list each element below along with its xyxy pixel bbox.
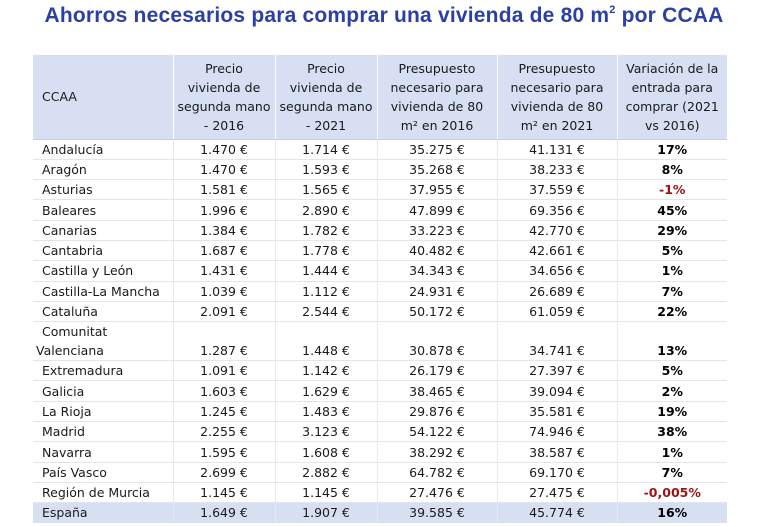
table-row bbox=[33, 401, 727, 421]
table-row bbox=[33, 422, 727, 442]
header-variacion: Variación de la entrada para comprar (2021 vs 2016) bbox=[617, 55, 727, 139]
cell-variacion: 38% bbox=[617, 422, 727, 442]
cell-ccaa: Madrid bbox=[33, 422, 173, 442]
cell-variacion: 2% bbox=[617, 381, 727, 401]
cell-presupuesto-2021: 69.356 € bbox=[497, 200, 617, 220]
cell-ccaa: Aragón bbox=[33, 159, 173, 179]
header-presupuesto-2021: Presupuesto necesario para vivienda de 80 m² en 2021 bbox=[497, 55, 617, 139]
cell-presupuesto-2021: 69.170 € bbox=[497, 462, 617, 482]
cell-presupuesto-2016: 27.476 € bbox=[377, 482, 497, 502]
table-row bbox=[33, 200, 727, 220]
cell-precio-2016: 1.145 € bbox=[173, 482, 275, 502]
cell-presupuesto-2016: 50.172 € bbox=[377, 301, 497, 321]
cell-precio-2021: 1.593 € bbox=[275, 159, 377, 179]
cell-presupuesto-2021: 45.774 € bbox=[497, 503, 617, 523]
table-row bbox=[33, 220, 727, 240]
cell-precio-2016: 2.091 € bbox=[173, 301, 275, 321]
table-header bbox=[33, 55, 727, 139]
header-precio-2016: Precio vivienda de segunda mano - 2016 bbox=[173, 55, 275, 139]
cell-precio-2021: 1.112 € bbox=[275, 281, 377, 301]
cell-precio-2016: 1.384 € bbox=[173, 220, 275, 240]
header-presupuesto-2016: Presupuesto necesario para vivienda de 80 m² en 2016 bbox=[377, 55, 497, 139]
cell-variacion: 17% bbox=[617, 139, 727, 159]
cell-variacion: 1% bbox=[617, 442, 727, 462]
cell-precio-2021: 1.448 € bbox=[275, 322, 377, 361]
table-row bbox=[33, 180, 727, 200]
cell-presupuesto-2016: 38.465 € bbox=[377, 381, 497, 401]
title-tail: por CCAA bbox=[615, 4, 724, 27]
cell-presupuesto-2016: 38.292 € bbox=[377, 442, 497, 462]
cell-variacion: 5% bbox=[617, 361, 727, 381]
cell-precio-2021: 1.145 € bbox=[275, 482, 377, 502]
table-row bbox=[33, 301, 727, 321]
title-superscript: 2 bbox=[609, 4, 616, 16]
cell-ccaa: Canarias bbox=[33, 220, 173, 240]
cell-precio-2016: 1.603 € bbox=[173, 381, 275, 401]
cell-variacion: 1% bbox=[617, 261, 727, 281]
cell-precio-2016: 1.470 € bbox=[173, 139, 275, 159]
cell-presupuesto-2016: 24.931 € bbox=[377, 281, 497, 301]
cell-precio-2016: 1.687 € bbox=[173, 240, 275, 260]
cell-variacion: 16% bbox=[617, 503, 727, 523]
cell-variacion: -0,005% bbox=[617, 482, 727, 502]
cell-ccaa: Galicia bbox=[33, 381, 173, 401]
cell-presupuesto-2016: 29.876 € bbox=[377, 401, 497, 421]
cell-presupuesto-2021: 37.559 € bbox=[497, 180, 617, 200]
table-row bbox=[33, 281, 727, 301]
cell-variacion: 8% bbox=[617, 159, 727, 179]
cell-variacion: 22% bbox=[617, 301, 727, 321]
cell-presupuesto-2016: 26.179 € bbox=[377, 361, 497, 381]
table-row bbox=[33, 139, 727, 159]
cell-presupuesto-2021: 27.397 € bbox=[497, 361, 617, 381]
cell-presupuesto-2021: 26.689 € bbox=[497, 281, 617, 301]
page-title bbox=[0, 4, 768, 28]
cell-precio-2016: 2.255 € bbox=[173, 422, 275, 442]
cell-precio-2016: 1.581 € bbox=[173, 180, 275, 200]
cell-variacion: 45% bbox=[617, 200, 727, 220]
cell-presupuesto-2016: 34.343 € bbox=[377, 261, 497, 281]
cell-precio-2021: 2.890 € bbox=[275, 200, 377, 220]
cell-presupuesto-2016: 40.482 € bbox=[377, 240, 497, 260]
cell-precio-2016: 1.287 € bbox=[173, 322, 275, 361]
cell-precio-2021: 1.444 € bbox=[275, 261, 377, 281]
cell-precio-2021: 1.907 € bbox=[275, 503, 377, 523]
cell-presupuesto-2021: 42.661 € bbox=[497, 240, 617, 260]
cell-presupuesto-2021: 38.233 € bbox=[497, 159, 617, 179]
cell-precio-2021: 3.123 € bbox=[275, 422, 377, 442]
cell-precio-2021: 1.714 € bbox=[275, 139, 377, 159]
cell-ccaa: Asturias bbox=[33, 180, 173, 200]
cell-ccaa: País Vasco bbox=[33, 462, 173, 482]
cell-presupuesto-2021: 74.946 € bbox=[497, 422, 617, 442]
table-row bbox=[33, 159, 727, 179]
cell-presupuesto-2016: 35.268 € bbox=[377, 159, 497, 179]
cell-presupuesto-2021: 41.131 € bbox=[497, 139, 617, 159]
cell-presupuesto-2016: 54.122 € bbox=[377, 422, 497, 442]
cell-precio-2016: 1.431 € bbox=[173, 261, 275, 281]
table-row bbox=[33, 240, 727, 260]
cell-presupuesto-2016: 39.585 € bbox=[377, 503, 497, 523]
cell-variacion: 5% bbox=[617, 240, 727, 260]
title-main: Ahorros necesarios para comprar una vivienda de 80 m bbox=[44, 4, 610, 27]
cell-variacion: 7% bbox=[617, 462, 727, 482]
cell-precio-2016: 1.649 € bbox=[173, 503, 275, 523]
cell-precio-2021: 1.142 € bbox=[275, 361, 377, 381]
cell-ccaa: Castilla-La Mancha bbox=[33, 281, 173, 301]
cell-presupuesto-2016: 64.782 € bbox=[377, 462, 497, 482]
cell-precio-2016: 1.470 € bbox=[173, 159, 275, 179]
table-row bbox=[33, 381, 727, 401]
cell-precio-2016: 1.996 € bbox=[173, 200, 275, 220]
cell-precio-2021: 1.778 € bbox=[275, 240, 377, 260]
cell-ccaa: Castilla y León bbox=[33, 261, 173, 281]
cell-ccaa: Extremadura bbox=[33, 361, 173, 381]
table-row bbox=[33, 482, 727, 502]
cell-variacion: 29% bbox=[617, 220, 727, 240]
cell-variacion: -1% bbox=[617, 180, 727, 200]
total-row bbox=[33, 503, 727, 523]
header-ccaa: CCAA bbox=[33, 55, 173, 139]
cell-presupuesto-2016: 30.878 € bbox=[377, 322, 497, 361]
cell-precio-2016: 2.699 € bbox=[173, 462, 275, 482]
cell-presupuesto-2016: 33.223 € bbox=[377, 220, 497, 240]
table-row bbox=[33, 442, 727, 462]
cell-precio-2021: 1.565 € bbox=[275, 180, 377, 200]
cell-ccaa-line2: Valenciana bbox=[36, 343, 104, 359]
cell-ccaa: Baleares bbox=[33, 200, 173, 220]
cell-precio-2016: 1.595 € bbox=[173, 442, 275, 462]
cell-precio-2016: 1.039 € bbox=[173, 281, 275, 301]
cell-presupuesto-2021: 27.475 € bbox=[497, 482, 617, 502]
cell-ccaa-line1: Comunitat bbox=[42, 324, 108, 340]
cell-precio-2021: 1.483 € bbox=[275, 401, 377, 421]
cell-presupuesto-2021: 39.094 € bbox=[497, 381, 617, 401]
cell-presupuesto-2016: 47.899 € bbox=[377, 200, 497, 220]
cell-presupuesto-2021: 42.770 € bbox=[497, 220, 617, 240]
cell-ccaa: Cataluña bbox=[33, 301, 173, 321]
cell-ccaa: Región de Murcia bbox=[33, 482, 173, 502]
cell-precio-2016: 1.091 € bbox=[173, 361, 275, 381]
cell-presupuesto-2021: 35.581 € bbox=[497, 401, 617, 421]
cell-presupuesto-2021: 34.741 € bbox=[497, 322, 617, 361]
cell-variacion: 19% bbox=[617, 401, 727, 421]
table-row bbox=[33, 462, 727, 482]
cell-precio-2021: 1.608 € bbox=[275, 442, 377, 462]
cell-presupuesto-2021: 61.059 € bbox=[497, 301, 617, 321]
cell-ccaa: La Rioja bbox=[33, 401, 173, 421]
cell-ccaa: Andalucía bbox=[33, 139, 173, 159]
table-row bbox=[33, 261, 727, 281]
table-body bbox=[33, 139, 727, 523]
table-row bbox=[33, 361, 727, 381]
header-precio-2021: Precio vivienda de segunda mano - 2021 bbox=[275, 55, 377, 139]
cell-variacion: 13% bbox=[617, 322, 727, 361]
header-row bbox=[33, 55, 727, 139]
table-row bbox=[33, 322, 727, 361]
cell-presupuesto-2016: 35.275 € bbox=[377, 139, 497, 159]
cell-variacion: 7% bbox=[617, 281, 727, 301]
cell-precio-2016: 1.245 € bbox=[173, 401, 275, 421]
cell-precio-2021: 2.882 € bbox=[275, 462, 377, 482]
cell-presupuesto-2016: 37.955 € bbox=[377, 180, 497, 200]
cell-presupuesto-2021: 38.587 € bbox=[497, 442, 617, 462]
cell-precio-2021: 2.544 € bbox=[275, 301, 377, 321]
cell-precio-2021: 1.629 € bbox=[275, 381, 377, 401]
cell-ccaa bbox=[33, 322, 173, 361]
cell-ccaa: Navarra bbox=[33, 442, 173, 462]
cell-ccaa: Cantabria bbox=[33, 240, 173, 260]
cell-presupuesto-2021: 34.656 € bbox=[497, 261, 617, 281]
cell-ccaa: España bbox=[33, 503, 173, 523]
savings-table bbox=[33, 55, 727, 523]
cell-precio-2021: 1.782 € bbox=[275, 220, 377, 240]
